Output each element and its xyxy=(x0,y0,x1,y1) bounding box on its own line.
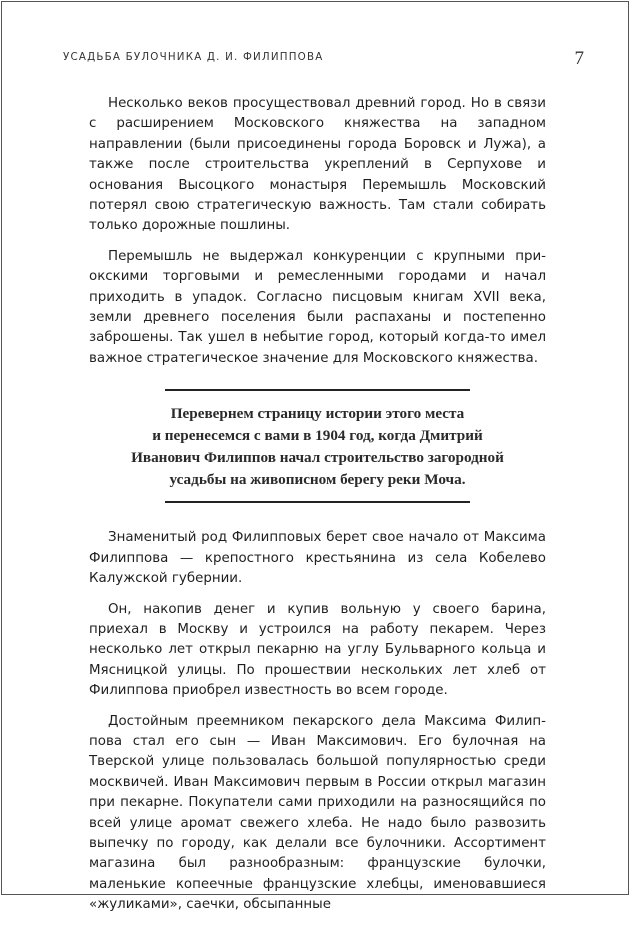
paragraph: Достойным преемником пекарского дела Максима Филиппова стал его сын — Иван Максимович. Его булочная на Тверской улице пользовалась большой популярностью среди москвичей. Иван Максимович первым в России открыл магазин при пекарне. Покупатели сами приходили на разносящийся по всей улице аромат свежего хлеба. Не надо было развозить выпечку по городу, как делали все булочники. Ассортимент магазина был разнообразным: французские булочки, маленькие копеечные французские хлебцы, именовавшиеся «жуликами», саечки, обсыпанные xyxy=(89,713,546,913)
paragraph: Знаменитый род Филипповых берет свое начало от Максима Филиппова — крепостного крестьянина из села Кобелево Калужской губернии. xyxy=(89,530,546,587)
paragraph: Перемышль не выдержал конкуренции с крупными приокскими торговыми и ремесленными городами и начал приходить в упадок. Согласно писцовым книгам XVII века, земли древнего поселения были распаханы и постепенно заброшены. Так ушел в небытие город, который когда-то имел важное стратегическое значение для Московского княжества. xyxy=(89,248,546,366)
book-page xyxy=(1,1,629,913)
pull-quote xyxy=(131,389,504,503)
pull-quote-line: усадьбы на живописном берегу реки Моча. xyxy=(169,471,466,489)
pull-quote-line: и перенесемся с вами в 1904 год, когда Дмитрий xyxy=(152,427,483,445)
pull-quote-line: Перевернем страницу истории этого места xyxy=(170,405,465,423)
running-title: УСАДЬБА БУЛОЧНИКА Д. И. ФИЛИППОВА xyxy=(63,51,324,63)
page-number: 7 xyxy=(574,48,584,69)
paragraph: Он, накопив денег и купив вольную у своего барина, приехал в Москву и устроился на работу пекарем. Через несколько лет открыл пекарню на углу Бульварного кольца и Мясницкой улицы. По прошествии нескольких лет хлеб от Филиппова приобрел известность во всем городе. xyxy=(89,601,546,699)
body-text xyxy=(89,94,546,926)
paragraph: Несколько веков просуществовал древний город. Но в связи с расширением Московского княжества на западном направлении (были присоединены города Боровск и Лужа), а также после строительства укреплений в Серпухове и основания Высоцкого монастыря Перемышль Московский потерял свою стратегическую важность. Там стали собирать только дорожные пошлины. xyxy=(89,96,546,234)
pull-quote-text xyxy=(97,403,538,491)
pull-quote-line: Иванович Филиппов начал строительство загородной xyxy=(131,449,504,467)
